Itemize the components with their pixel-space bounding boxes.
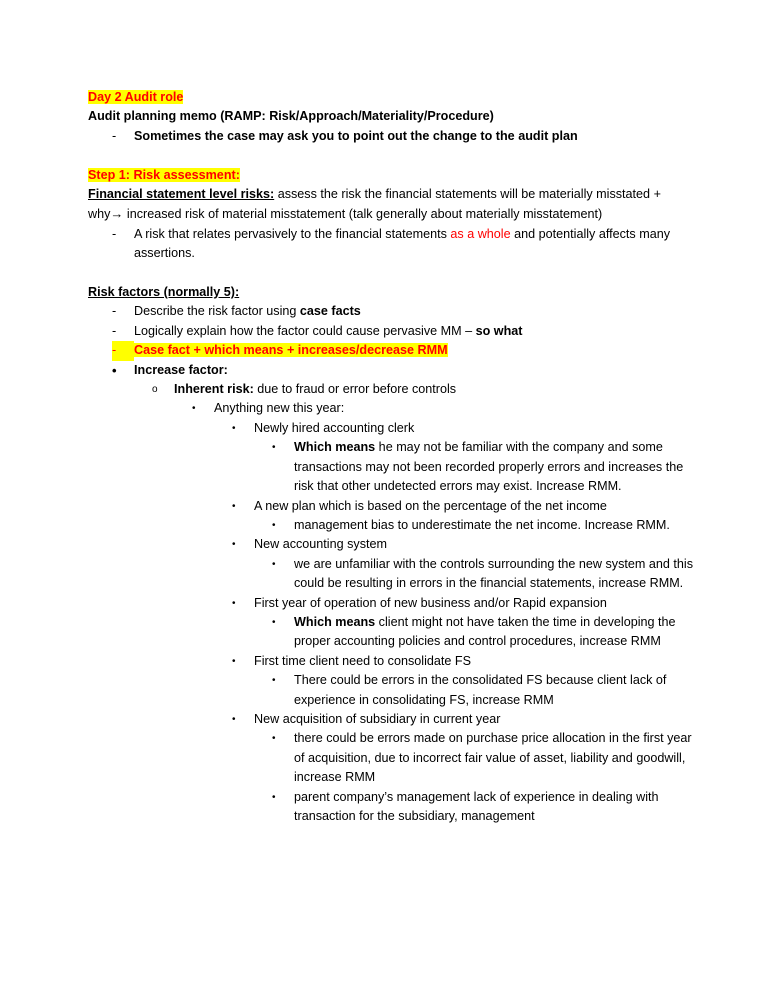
inherent-risk-text-wrap — [174, 380, 696, 399]
inherent-risk-item — [88, 380, 696, 399]
dash-bullet-icon: - — [112, 128, 117, 143]
anything-new-label: Anything new this year: — [214, 401, 345, 416]
pervasive-risk-part2: and potentially affects many assertions. — [134, 226, 671, 261]
risk-heading-text: A new plan which is based on the percentage of the net income — [254, 498, 607, 513]
risk-detail-lead: Which means — [294, 614, 376, 629]
risk-factor-text-bold: so what — [475, 323, 523, 338]
risk-factor-text-plain: Describe the risk factor using — [134, 304, 300, 319]
dash-bullet-icon: - — [112, 304, 117, 319]
fs-level-risks-text-2: increased risk of material misstatement (talk generally about materially misstatement) — [123, 207, 603, 222]
risk-detail-text-wrap — [294, 729, 696, 787]
risk-factor-text-bold: case facts — [299, 304, 361, 319]
document-title-text: Day 2 Audit role — [88, 90, 184, 104]
pervasive-risk-emphasis: as a whole — [450, 226, 511, 241]
spacer — [88, 146, 696, 165]
risk-detail-lead: Which means — [294, 440, 376, 455]
disc-bullet-icon: • — [232, 597, 236, 609]
disc-bullet-icon: • — [272, 616, 276, 628]
disc-bullet-icon: • — [232, 713, 236, 725]
dash-bullet-icon: - — [112, 323, 117, 338]
risk-factor-text — [134, 302, 696, 321]
disc-bullet-icon: • — [232, 422, 236, 434]
disc-bullet-icon: • — [272, 519, 276, 531]
dash-bullet-icon: - — [112, 341, 134, 360]
risk-detail-item — [88, 516, 696, 535]
risk-detail-text-wrap — [294, 438, 696, 496]
risk-factor-text — [134, 322, 696, 341]
memo-bullet-item — [88, 127, 696, 146]
risk-detail-text: he may not be familiar with the company and some transactions may not been recorded properly errors and increases the risk that other undetected errors may exist. Increase RMM. — [294, 440, 684, 494]
fs-level-risks-paragraph — [88, 185, 696, 225]
fs-level-risks-label: Financial statement level risks: — [88, 187, 275, 202]
risk-heading-item — [88, 594, 696, 613]
disc-bullet-icon: • — [272, 733, 276, 745]
document-body — [88, 88, 696, 826]
risk-detail-text: client might not have taken the time in developing the proper accounting policies and control procedures, increase RMM — [294, 614, 676, 649]
risk-factor-text-plain: Logically explain how the factor could cause pervasive MM – — [134, 323, 476, 338]
risk-detail-text: parent company’s management lack of experience in dealing with transaction for the subsidiary, management — [294, 789, 659, 823]
increase-factor-label: Increase factor: — [134, 362, 228, 377]
risk-detail-text-wrap — [294, 671, 696, 710]
risk-heading-text: New accounting system — [254, 537, 387, 552]
pervasive-risk-part1: A risk that relates pervasively to the financial statements — [134, 226, 451, 241]
risk-detail-text-wrap — [294, 613, 696, 652]
document-title — [88, 88, 696, 107]
inherent-risk-text: due to fraud or error before controls — [253, 382, 457, 397]
risk-heading-text: First year of operation of new business and/or Rapid expansion — [254, 595, 607, 610]
risk-heading-item — [88, 497, 696, 516]
disc-bullet-icon: • — [112, 362, 117, 378]
anything-new-item — [88, 399, 696, 418]
risk-detail-item — [88, 729, 696, 787]
risk-detail-text: management bias to underestimate the net income. Increase RMM. — [294, 517, 670, 532]
pervasive-risk-text — [134, 225, 696, 264]
risk-heading-text: New acquisition of subsidiary in current year — [254, 711, 501, 726]
risk-detail-text-wrap — [294, 788, 696, 827]
dash-bullet-icon: - — [112, 226, 117, 241]
right-arrow-icon: → — [110, 206, 124, 222]
circle-bullet-icon: o — [152, 384, 158, 396]
case-fact-text-wrap — [134, 341, 696, 360]
risk-detail-item — [88, 555, 696, 594]
disc-bullet-icon: • — [192, 403, 196, 415]
step-1-heading — [88, 166, 696, 185]
risk-detail-item — [88, 671, 696, 710]
disc-bullet-icon: • — [232, 655, 236, 667]
risk-heading-text: First time client need to consolidate FS — [254, 653, 471, 668]
risk-heading-item — [88, 419, 696, 438]
risk-factor-item — [88, 302, 696, 321]
spacer — [88, 264, 696, 283]
disc-bullet-icon: • — [272, 442, 276, 454]
disc-bullet-icon: • — [272, 675, 276, 687]
risk-detail-item — [88, 613, 696, 652]
risk-detail-text: we are unfamiliar with the controls surrounding the new system and this could be resulting in errors in the financial statements, increase RMM. — [294, 556, 693, 591]
memo-bullet-text: Sometimes the case may ask you to point out the change to the audit plan — [134, 128, 578, 143]
risk-heading-text: Newly hired accounting clerk — [254, 420, 415, 435]
case-fact-text: Case fact + which means + increases/decrease RMM — [134, 343, 448, 358]
risk-heading-item — [88, 652, 696, 671]
risk-factors-heading: Risk factors (normally 5): — [88, 285, 240, 300]
disc-bullet-icon: • — [272, 558, 276, 570]
risk-detail-item — [88, 438, 696, 496]
disc-bullet-icon: • — [232, 539, 236, 551]
pervasive-risk-item — [88, 225, 696, 264]
disc-bullet-icon: • — [272, 791, 276, 803]
memo-heading: Audit planning memo (RAMP: Risk/Approach/Materiality/Procedure) — [88, 109, 494, 124]
risk-heading-item — [88, 710, 696, 729]
disc-bullet-icon: • — [232, 500, 236, 512]
risk-detail-text: There could be errors in the consolidated FS because client lack of experience in consolidating FS, increase RMM — [294, 673, 667, 707]
risk-factor-item — [88, 322, 696, 341]
risk-detail-item — [88, 788, 696, 827]
risk-detail-text-wrap — [294, 516, 696, 535]
risk-detail-text: there could be errors made on purchase price allocation in the first year of acquisition, due to incorrect fair value of asset, liability and goodwill, increase RMM — [294, 731, 692, 785]
risk-detail-text-wrap — [294, 555, 696, 594]
step-1-heading-text: Step 1: Risk assessment: — [88, 167, 240, 182]
risk-heading-item — [88, 535, 696, 554]
increase-factor-item — [88, 361, 696, 380]
inherent-risk-label: Inherent risk: — [174, 382, 254, 397]
case-fact-item — [88, 341, 696, 360]
fs-level-risks-text-1: assess the risk the financial statements will be materially misstated + why — [88, 187, 661, 222]
